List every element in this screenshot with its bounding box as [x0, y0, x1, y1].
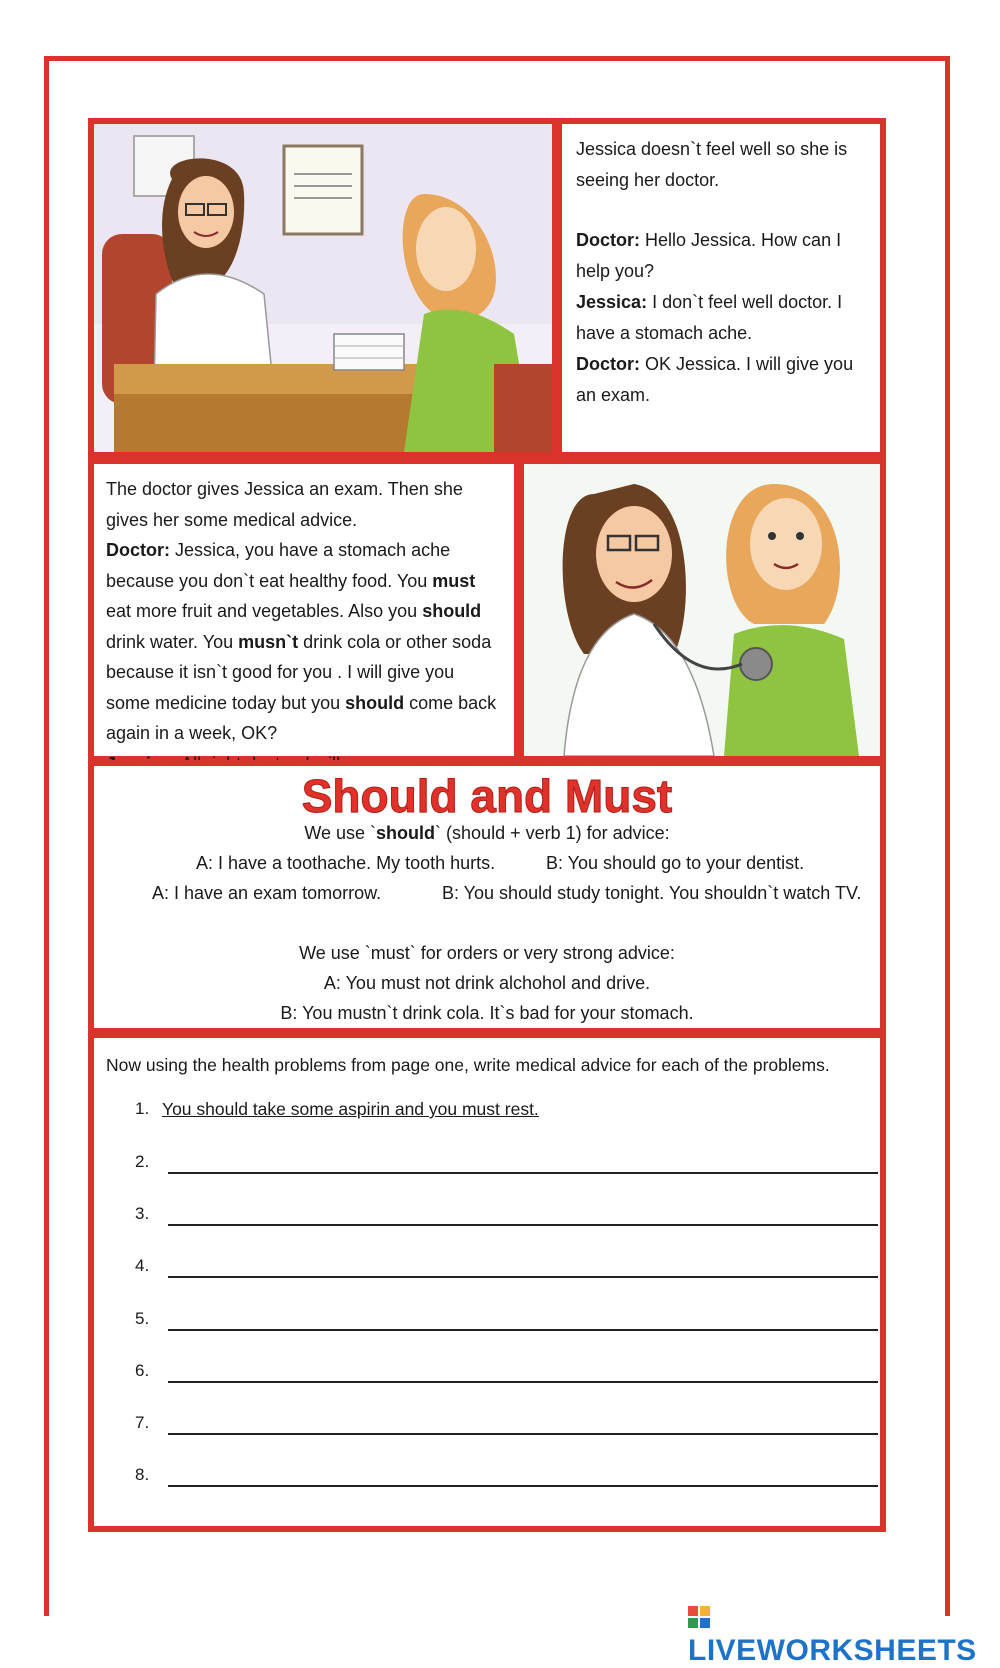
- section-2-image-box: [518, 458, 886, 762]
- answer-number: 4.: [135, 1256, 150, 1275]
- grammar-title: Should and Must: [301, 770, 673, 822]
- section-1-text-box: [556, 118, 886, 458]
- dialogue-1: [576, 134, 866, 411]
- intro-text: The doctor gives Jessica an exam. Then she gives her some medical advice.: [106, 479, 463, 530]
- grammar-box: [88, 760, 886, 1034]
- rule-text: ` (should + verb 1) for advice:: [435, 823, 670, 843]
- section-1-image-box: [88, 118, 558, 458]
- must-rule: We use `must` for orders or very strong advice:: [299, 943, 675, 963]
- line-text: OK Jessica. I will give you an exam.: [576, 354, 854, 405]
- example-1a: A: I have a toothache. My tooth hurts.: [196, 853, 496, 873]
- dialogue-2: [106, 474, 502, 779]
- answer-line[interactable]: [168, 1224, 878, 1226]
- text-run: Jessica, you have a stomach ache because you don`t eat healthy food. You: [106, 540, 451, 591]
- text-run: come back again in a week, OK?: [106, 692, 497, 743]
- example-answer: You should take some aspirin and you must rest.: [162, 1099, 539, 1119]
- doctor-office-illustration: [94, 124, 552, 452]
- diploma-frame: [284, 146, 362, 234]
- logo-text: LIVEWORKSHEETS: [688, 1634, 977, 1667]
- doctor-exam-illustration: [524, 464, 880, 756]
- keyword: should: [422, 601, 482, 621]
- section-2-text-box: [88, 458, 520, 762]
- answer-number: 8.: [135, 1465, 150, 1484]
- answer-number: 6.: [135, 1361, 150, 1380]
- dialogue-line: [576, 225, 866, 287]
- keyword: should: [345, 692, 405, 713]
- must-example-b: B: You mustn`t drink cola. It`s bad for your stomach.: [280, 1003, 694, 1023]
- speaker: Doctor:: [576, 354, 640, 374]
- answer-number: 1.: [135, 1099, 150, 1118]
- answer-line[interactable]: [168, 1433, 878, 1435]
- paper-stack: [334, 334, 404, 370]
- should-rule: [94, 818, 880, 849]
- answer-line[interactable]: [168, 1381, 878, 1383]
- liveworksheets-logo[interactable]: [688, 1600, 1000, 1668]
- example-1b: B: You should go to your dentist.: [546, 853, 805, 873]
- speaker: Doctor:: [576, 230, 640, 250]
- example-2a: A: I have an exam tomorrow.: [152, 883, 382, 903]
- answer-number: 7.: [135, 1413, 150, 1432]
- logo-icon: [688, 1606, 710, 1628]
- speaker: Doctor:: [106, 540, 170, 560]
- line-text: Hello Jessica. How can I help you?: [576, 230, 842, 281]
- rule-text: We use `: [304, 823, 377, 843]
- answer-number: 5.: [135, 1309, 150, 1328]
- answer-line[interactable]: [168, 1485, 878, 1487]
- text-run: eat more fruit and vegetables. Also you: [106, 601, 423, 621]
- keyword: musn`t: [238, 631, 299, 652]
- keyword: must: [432, 570, 476, 591]
- answer-number: 3.: [135, 1204, 150, 1223]
- answer-line[interactable]: [168, 1172, 878, 1174]
- text-run: drink water. You: [106, 631, 239, 652]
- keyword: should: [376, 823, 436, 843]
- line-text: I don`t feel well doctor. I have a stomach ache.: [576, 292, 843, 343]
- dialogue-line: [576, 287, 866, 349]
- intro-text: Jessica doesn`t feel well so she is seeing her doctor.: [576, 139, 848, 190]
- exercise-instruction: Now using the health problems from page one, write medical advice for each of the problems.: [106, 1055, 830, 1075]
- answer-line[interactable]: [168, 1329, 878, 1331]
- answer-line[interactable]: [168, 1276, 878, 1278]
- must-example-a: A: You must not drink alchohol and drive.: [323, 973, 651, 993]
- text-run: drink cola or other soda because it isn`t good for you . I will give you some medicine today but you: [106, 631, 492, 713]
- answer-number: 2.: [135, 1152, 150, 1171]
- speaker: Jessica:: [576, 292, 648, 312]
- dialogue-line: [576, 349, 866, 411]
- stethoscope: [740, 648, 772, 680]
- example-2b: B: You should study tonight. You shouldn`t watch TV.: [442, 883, 862, 903]
